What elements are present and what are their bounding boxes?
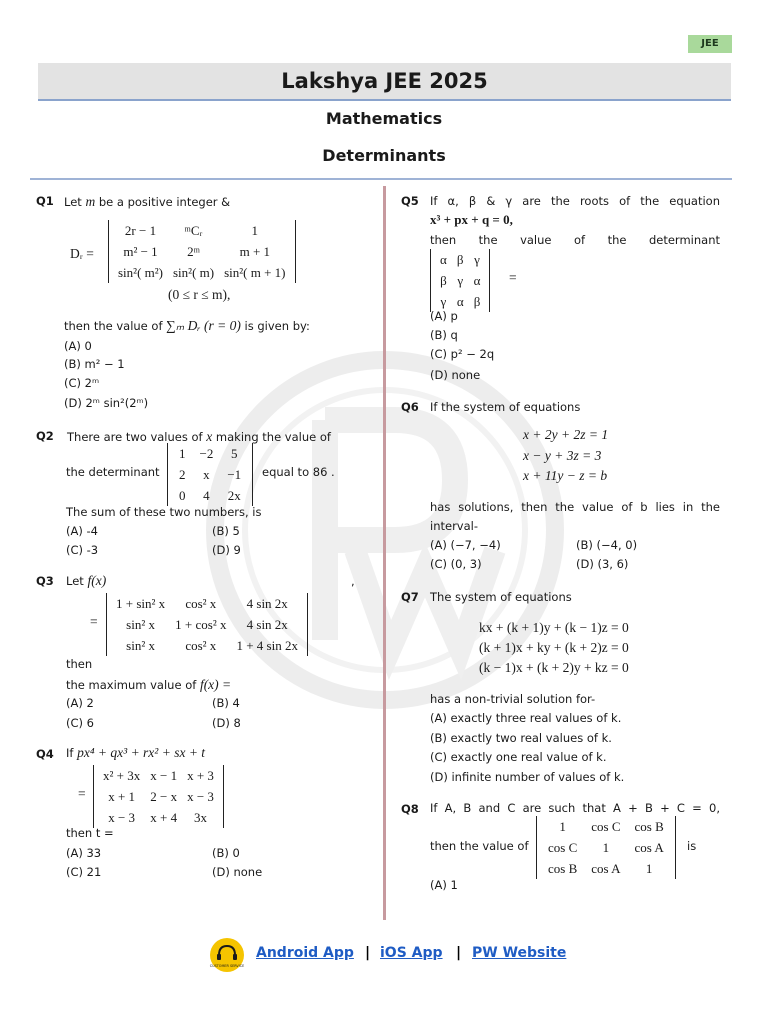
text: If A, B and C are such that A + B + C = 0, xyxy=(430,801,720,815)
cell: cos A xyxy=(634,840,664,855)
cell: 1 xyxy=(179,446,186,461)
option: (B) exactly two real values of k. xyxy=(430,731,612,745)
text: then the value of xyxy=(64,319,167,333)
option: (C) p² − 2q xyxy=(430,347,495,361)
option: (D) 2ᵐ sin²(2ᵐ) xyxy=(64,396,149,410)
question-ask xyxy=(64,318,310,334)
determinant-lhs xyxy=(70,246,94,262)
text: If α, β & γ are the roots of the equation xyxy=(430,194,720,208)
equation: x + 2y + 2z = 1 xyxy=(523,427,609,442)
option: (D) infinite number of values of k. xyxy=(430,770,625,784)
equation: (k + 1)x + ky + (k + 2)z = 0 xyxy=(479,640,629,655)
exam-badge: JEE xyxy=(688,35,732,53)
cell: 0 xyxy=(179,488,186,503)
text: has solutions, then the value of b lies in the xyxy=(430,500,720,514)
determinant xyxy=(430,249,490,312)
text: is xyxy=(687,839,697,853)
condition: (0 ≤ r ≤ m), xyxy=(168,287,231,302)
cell: cos² x xyxy=(185,638,217,653)
cell: 1 xyxy=(602,840,610,855)
text: has a non-trivial solution for- xyxy=(430,692,596,706)
determinant xyxy=(106,593,308,656)
cell: x + 3 xyxy=(187,768,214,783)
option: (D) 8 xyxy=(212,716,241,730)
question-number: Q5 xyxy=(401,194,419,208)
option: (A) -4 xyxy=(66,524,98,538)
cell: sin²( m²) xyxy=(118,265,163,280)
question-text xyxy=(430,233,720,247)
cell: 2r − 1 xyxy=(124,223,157,238)
cell: 1 + cos² x xyxy=(175,617,227,632)
option: (A) 2 xyxy=(66,696,94,710)
cell: cos C xyxy=(548,840,578,855)
text: If xyxy=(66,746,78,760)
cell: 1 + sin² x xyxy=(116,596,166,611)
text: , xyxy=(351,574,355,588)
text: the maximum value of xyxy=(66,678,200,692)
text: The sum of these two numbers, is xyxy=(66,505,262,519)
text: equal to 86 . xyxy=(262,465,335,479)
cell: 2 − x xyxy=(150,789,178,804)
cell: α xyxy=(440,252,447,267)
cell: α xyxy=(456,294,464,309)
cell: 4 sin 2x xyxy=(246,596,288,611)
text: the determinant xyxy=(66,465,160,479)
question-number: Q1 xyxy=(36,194,54,208)
cell: x − 3 xyxy=(108,810,136,825)
cell: β xyxy=(456,252,464,267)
option: (B) 4 xyxy=(212,696,240,710)
text: making the value of xyxy=(212,430,331,444)
cell: γ xyxy=(474,252,480,267)
determinant xyxy=(93,765,224,828)
option: (C) exactly one real value of k. xyxy=(430,750,607,764)
text: be a positive integer & xyxy=(95,195,231,209)
option: (B) m² − 1 xyxy=(64,357,125,371)
text: Let xyxy=(66,574,88,588)
option: (A) (−7, −4) xyxy=(430,538,501,552)
question-number: Q2 xyxy=(36,429,54,443)
text: There are two values of xyxy=(67,430,207,444)
equation: (k − 1)x + (k + 2)y + kz = 0 xyxy=(479,660,629,675)
math: px⁴ + qx³ + rx² + sx + t xyxy=(77,745,206,760)
cell: cos² x xyxy=(185,596,217,611)
text: then the value of xyxy=(430,839,529,853)
text: then the value of the determinant xyxy=(430,233,720,247)
separator: | xyxy=(365,945,371,961)
question-text xyxy=(430,194,720,208)
math: ∑ₘ Dᵣ (r = 0) xyxy=(166,318,241,333)
option: (B) 0 xyxy=(212,846,240,860)
option: (D) 9 xyxy=(212,543,241,557)
cell: 4 xyxy=(203,488,210,503)
question-number: Q3 xyxy=(36,574,54,588)
cell: 1 xyxy=(251,223,259,238)
question-text xyxy=(430,801,720,815)
question-ask xyxy=(66,677,231,693)
cell: m + 1 xyxy=(239,244,271,259)
option: (A) p xyxy=(430,309,458,323)
cell: x xyxy=(203,467,210,482)
cell: cos C xyxy=(591,819,621,834)
question-number: Q6 xyxy=(401,400,419,414)
text: Let xyxy=(64,195,86,209)
cell: −1 xyxy=(227,467,242,482)
option: (A) 1 xyxy=(430,878,458,892)
math: m xyxy=(85,194,96,209)
question-text xyxy=(66,745,205,761)
column-divider xyxy=(383,186,386,920)
question-text xyxy=(64,194,230,210)
determinant xyxy=(108,220,296,283)
math: = xyxy=(90,614,98,629)
question-number: Q8 xyxy=(401,802,419,816)
equation: x³ + px + q = 0, xyxy=(430,212,513,227)
text: then t = xyxy=(66,826,114,840)
option: (A) 0 xyxy=(64,339,92,353)
equation: kx + (k + 1)y + (k − 1)z = 0 xyxy=(479,620,629,635)
subject-heading: Mathematics xyxy=(325,109,443,128)
determinant xyxy=(536,816,676,879)
cell: x − 1 xyxy=(150,768,178,783)
cell: x − 3 xyxy=(187,789,214,804)
option: (B) q xyxy=(430,328,458,342)
text: then xyxy=(66,657,93,671)
separator: | xyxy=(456,945,462,961)
option: (B) (−4, 0) xyxy=(576,538,638,552)
option: (D) none xyxy=(212,865,263,879)
cell: β xyxy=(473,294,481,309)
cell: 2 xyxy=(179,467,186,482)
option: (C) -3 xyxy=(66,543,99,557)
question-text xyxy=(66,573,106,589)
cell: γ xyxy=(457,273,464,288)
cell: 2ᵐ xyxy=(187,244,200,259)
cell: γ xyxy=(440,294,447,309)
customer-service-icon xyxy=(208,937,246,973)
math: Dᵣ = xyxy=(70,246,94,261)
footer-links xyxy=(208,937,608,973)
cell: cos A xyxy=(591,861,621,876)
cell: sin²( m + 1) xyxy=(224,265,286,280)
cell: 2x xyxy=(227,488,241,503)
cell: m² − 1 xyxy=(123,244,158,259)
text: is given by: xyxy=(240,319,310,333)
equation: x + 11y − z = b xyxy=(523,468,608,483)
text: interval- xyxy=(430,519,478,533)
math: f(x) = xyxy=(199,677,232,692)
cell: 1 xyxy=(559,819,566,834)
question-number: Q7 xyxy=(401,590,419,604)
option: (C) 21 xyxy=(66,865,102,879)
cell: 3x xyxy=(194,810,207,825)
cell: 1 + 4 sin 2x xyxy=(236,638,298,653)
svg-text:CUSTOMER SERVICE: CUSTOMER SERVICE xyxy=(209,964,245,968)
cell: −2 xyxy=(199,446,214,461)
question-number: Q4 xyxy=(36,747,54,761)
cell: 5 xyxy=(231,446,238,461)
option: (D) none xyxy=(430,368,481,382)
question-text: If the system of equations xyxy=(430,400,581,414)
option: (A) exactly three real values of k. xyxy=(430,711,622,725)
cell: sin²( m) xyxy=(173,265,215,280)
pw-website-link[interactable]: PW Website xyxy=(472,945,567,961)
option: (C) 2ᵐ xyxy=(64,376,100,390)
cell: cos B xyxy=(634,819,664,834)
determinant xyxy=(167,443,253,506)
cell: 4 sin 2x xyxy=(246,617,288,632)
cell: β xyxy=(440,273,447,288)
math: f(x) xyxy=(87,573,107,588)
math: = xyxy=(78,786,86,801)
cell: 1 xyxy=(645,861,653,876)
topic-heading: Determinants xyxy=(322,146,446,165)
android-app-link[interactable]: Android App xyxy=(256,945,354,961)
ios-app-link[interactable]: iOS App xyxy=(380,945,443,961)
cell: x² + 3x xyxy=(103,768,141,783)
option: (C) (0, 3) xyxy=(430,557,482,571)
question-text: The system of equations xyxy=(430,590,572,604)
math: x xyxy=(206,429,213,444)
option: (A) 33 xyxy=(66,846,102,860)
cell: x + 1 xyxy=(108,789,136,804)
math: = xyxy=(509,270,517,285)
option: (B) 5 xyxy=(212,524,240,538)
page-title: Lakshya JEE 2025 xyxy=(38,63,731,101)
cell: ᵐCᵣ xyxy=(184,223,203,238)
cell: sin² x xyxy=(126,617,155,632)
header-divider xyxy=(30,178,732,180)
equation: x − y + 3z = 3 xyxy=(523,448,602,463)
option: (C) 6 xyxy=(66,716,94,730)
option: (D) (3, 6) xyxy=(576,557,629,571)
cell: α xyxy=(473,273,481,288)
question-text xyxy=(430,500,720,514)
cell: sin² x xyxy=(126,638,155,653)
cell: x + 4 xyxy=(150,810,178,825)
cell: cos B xyxy=(548,861,578,876)
